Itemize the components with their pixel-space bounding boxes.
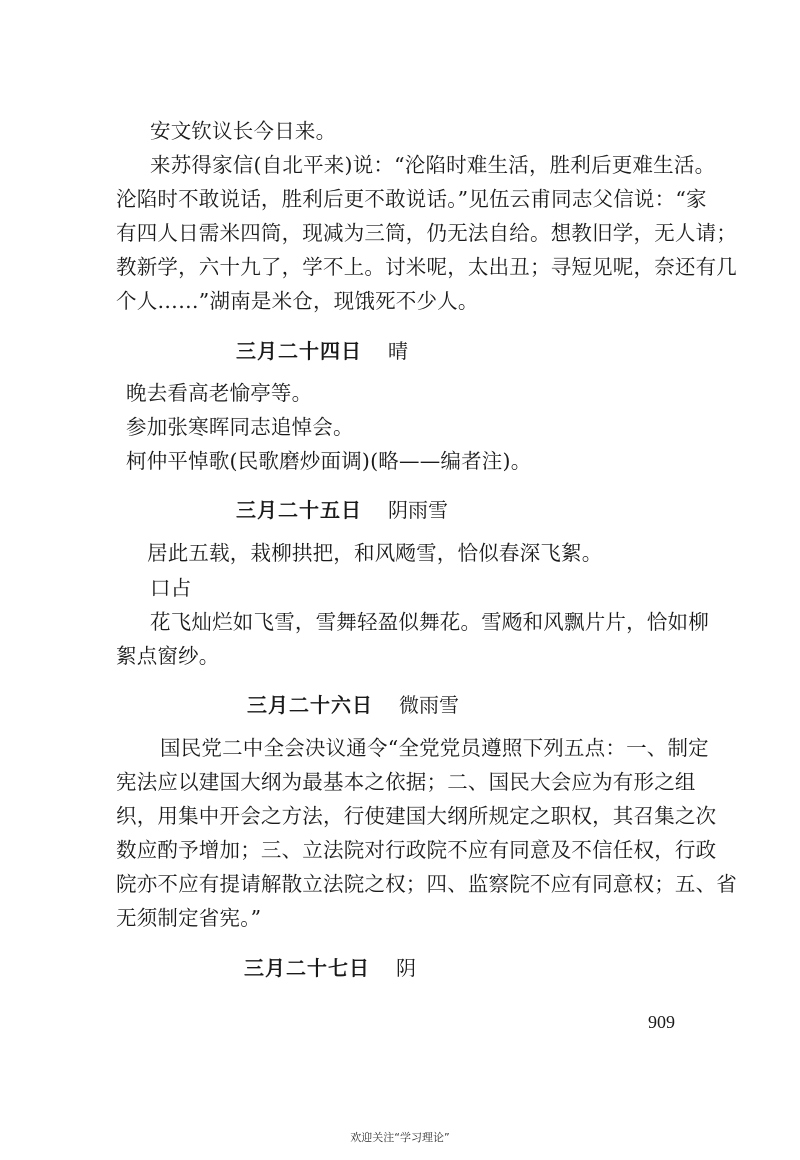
- footer-note: 欢迎关注“学习理论”: [350, 1131, 450, 1144]
- text-line: 晚去看高老愉亭等。: [126, 381, 313, 405]
- text-line: 无须制定省宪。”: [116, 906, 262, 930]
- entry-date-heading: [236, 341, 408, 361]
- text-line: 安文钦议长今日来。: [150, 119, 337, 143]
- page-number: 909: [648, 1012, 675, 1032]
- text-line: 来苏得家信(自北平来)说：“沦陷时难生活，胜利后更难生活。: [150, 153, 716, 177]
- entry-date: 三月二十四日: [236, 339, 362, 363]
- entry-date: 三月二十六日: [247, 693, 373, 717]
- entry-weather: 阴雨雪: [388, 498, 448, 522]
- text-line: 院亦不应有提请解散立法院之权；四、监察院不应有同意权；五、省: [116, 872, 737, 896]
- text-line: 宪法应以建国大纲为最基本之依据；二、国民大会应为有形之组: [116, 770, 696, 794]
- text-line: 个人……”湖南是米仓，现饿死不少人。: [116, 289, 479, 313]
- text-line: 口占: [150, 576, 192, 600]
- text-line: 教新学，六十九了，学不上。讨米呢，太出丑；寻短见呢，奈还有几: [116, 255, 737, 279]
- text-line: 参加张寒晖同志追悼会。: [126, 415, 354, 439]
- text-line: 絮点窗纱。: [116, 644, 220, 668]
- text-line: 居此五载，栽柳拱把，和风飏雪，恰似春深飞絮。: [147, 541, 603, 565]
- entry-date: 三月二十七日: [244, 956, 370, 980]
- entry-date-heading: [244, 958, 416, 978]
- text-line: 数应酌予增加；三、立法院对行政院不应有同意及不信任权，行政: [116, 838, 717, 862]
- entry-weather: 微雨雪: [399, 693, 459, 717]
- entry-date-heading: [247, 695, 459, 715]
- entry-date-heading: [236, 500, 448, 520]
- text-line: 沦陷时不敢说话，胜利后更不敢说话。”见伍云甫同志父信说：“家: [116, 187, 707, 211]
- text-line: 国民党二中全会决议通令“全党党员遵照下列五点：一、制定: [160, 736, 709, 760]
- entry-date: 三月二十五日: [236, 498, 362, 522]
- text-line: 织，用集中开会之方法，行使建国大纲所规定之职权，其召集之次: [116, 804, 717, 828]
- text-line: 花飞灿烂如飞雪，雪舞轻盈似舞花。雪飏和风飘片片，恰如柳: [150, 610, 709, 634]
- text-line: 有四人日需米四筒，现减为三筒，仍无法自给。想教旧学，无人请；: [116, 221, 737, 245]
- entry-weather: 阴: [396, 956, 416, 980]
- text-line: 柯仲平悼歌(民歌磨炒面调)(略——编者注)。: [126, 449, 532, 473]
- entry-weather: 晴: [388, 339, 408, 363]
